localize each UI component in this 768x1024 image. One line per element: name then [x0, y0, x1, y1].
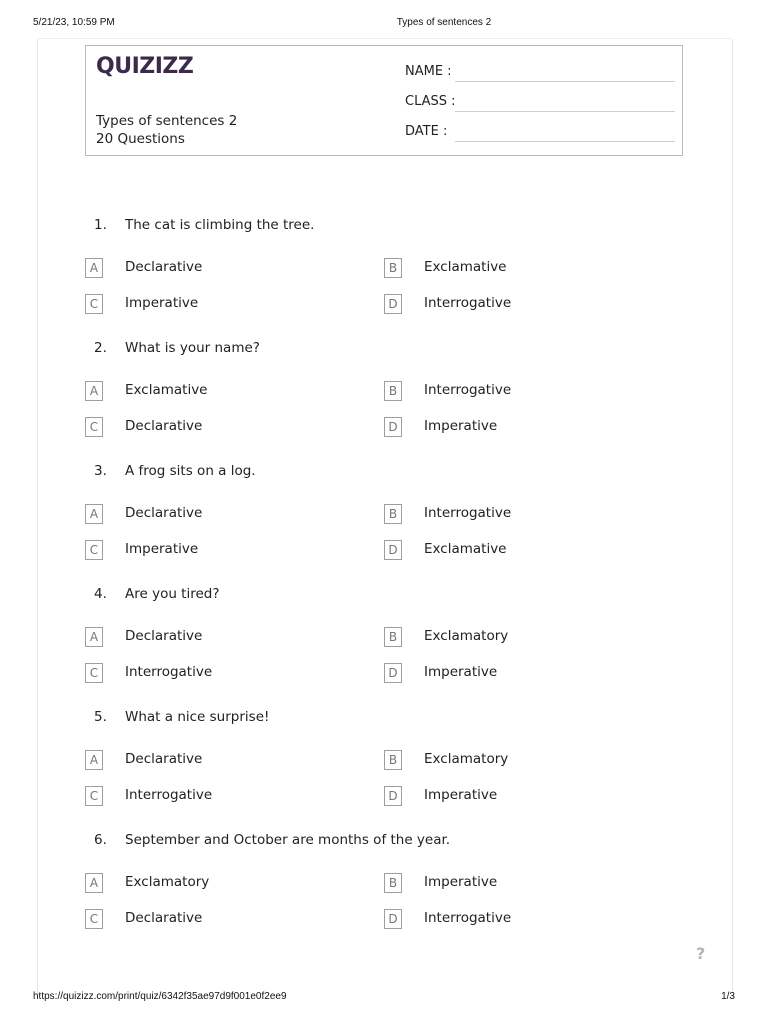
option-text: Declarative — [125, 628, 203, 644]
option-letter-box: C — [85, 417, 103, 437]
option-letter-box: D — [384, 417, 402, 437]
option-letter-box: A — [85, 627, 103, 647]
option-text: Imperative — [125, 541, 199, 557]
option-text: Interrogative — [125, 664, 213, 680]
print-title: Types of sentences 2 — [396, 17, 492, 28]
date-line — [455, 141, 675, 142]
option-text: Imperative — [424, 874, 498, 890]
option-text: Imperative — [424, 787, 498, 803]
print-datetime: 5/21/23, 10:59 PM — [33, 17, 115, 28]
option-text: Declarative — [125, 259, 203, 275]
question-count: 20 Questions — [96, 131, 185, 147]
print-header — [0, 17, 768, 33]
question-text: A frog sits on a log. — [125, 463, 256, 479]
name-line — [455, 81, 675, 82]
help-icon[interactable]: ? — [696, 944, 706, 963]
option-letter-box: D — [384, 786, 402, 806]
option-letter-box: B — [384, 873, 402, 893]
option-text: Exclamatory — [424, 628, 509, 644]
option — [85, 417, 375, 439]
option-letter-box: D — [384, 663, 402, 683]
option-text: Declarative — [125, 418, 203, 434]
option-letter-box: B — [384, 258, 402, 278]
option-letter-box: A — [85, 750, 103, 770]
option-letter-box: D — [384, 294, 402, 314]
page-number: 1/3 — [721, 991, 735, 1002]
option-text: Interrogative — [424, 505, 512, 521]
print-footer — [0, 991, 768, 1007]
option — [384, 786, 674, 808]
question-number: 5. — [94, 709, 107, 725]
option-letter-box: C — [85, 294, 103, 314]
option-letter-box: C — [85, 540, 103, 560]
option-text: Interrogative — [125, 787, 213, 803]
name-label: NAME : — [405, 64, 452, 79]
option-text: Declarative — [125, 910, 203, 926]
option-letter-box: A — [85, 504, 103, 524]
option — [384, 540, 674, 562]
option-text: Declarative — [125, 505, 203, 521]
option-letter-box: C — [85, 909, 103, 929]
question — [0, 463, 768, 483]
date-label: DATE : — [405, 124, 448, 139]
option-text: Interrogative — [424, 910, 512, 926]
option-letter-box: B — [384, 381, 402, 401]
option-text: Exclamative — [125, 382, 208, 398]
option-text: Imperative — [424, 418, 498, 434]
question — [0, 586, 768, 606]
option-text: Exclamative — [424, 541, 507, 557]
question-number: 1. — [94, 217, 107, 233]
option — [384, 909, 674, 931]
option — [85, 294, 375, 316]
question — [0, 340, 768, 360]
option-letter-box: B — [384, 750, 402, 770]
option — [85, 381, 375, 403]
class-line — [455, 111, 675, 112]
option-letter-box: D — [384, 540, 402, 560]
option-text: Exclamative — [424, 259, 507, 275]
option — [85, 750, 375, 772]
question — [0, 709, 768, 729]
print-url: https://quizizz.com/print/quiz/6342f35ae97d9f001e0f2ee9 — [33, 991, 287, 1002]
option — [384, 504, 674, 526]
class-field — [405, 94, 675, 112]
question-text: September and October are months of the year. — [125, 832, 451, 848]
class-label: CLASS : — [405, 94, 456, 109]
option — [85, 504, 375, 526]
option — [384, 417, 674, 439]
option-text: Imperative — [125, 295, 199, 311]
option-letter-box: B — [384, 504, 402, 524]
option-letter-box: A — [85, 258, 103, 278]
option-letter-box: C — [85, 663, 103, 683]
option-letter-box: D — [384, 909, 402, 929]
quizizz-logo: QUIZIZZ — [96, 54, 194, 79]
option — [85, 627, 375, 649]
question — [0, 832, 768, 852]
option — [384, 663, 674, 685]
option-letter-box: A — [85, 381, 103, 401]
question — [0, 217, 768, 237]
option-text: Declarative — [125, 751, 203, 767]
option-text: Exclamatory — [424, 751, 509, 767]
option-text: Imperative — [424, 664, 498, 680]
option — [85, 663, 375, 685]
option-text: Interrogative — [424, 295, 512, 311]
option — [384, 381, 674, 403]
option-letter-box: C — [85, 786, 103, 806]
question-number: 6. — [94, 832, 107, 848]
question-text: What a nice surprise! — [125, 709, 270, 725]
option — [85, 258, 375, 280]
question-number: 4. — [94, 586, 107, 602]
quiz-header — [85, 45, 683, 156]
option — [85, 909, 375, 931]
name-field — [405, 64, 675, 82]
option — [384, 873, 674, 895]
option — [384, 294, 674, 316]
question-text: What is your name? — [125, 340, 260, 356]
option-text: Interrogative — [424, 382, 512, 398]
option-letter-box: A — [85, 873, 103, 893]
option-text: Exclamatory — [125, 874, 210, 890]
date-field — [405, 124, 675, 142]
option-letter-box: B — [384, 627, 402, 647]
option — [384, 627, 674, 649]
option — [85, 786, 375, 808]
option — [85, 540, 375, 562]
option — [384, 258, 674, 280]
question-number: 2. — [94, 340, 107, 356]
quiz-title: Types of sentences 2 — [96, 113, 238, 129]
option — [384, 750, 674, 772]
question-number: 3. — [94, 463, 107, 479]
option — [85, 873, 375, 895]
question-text: Are you tired? — [125, 586, 220, 602]
question-text: The cat is climbing the tree. — [125, 217, 315, 233]
